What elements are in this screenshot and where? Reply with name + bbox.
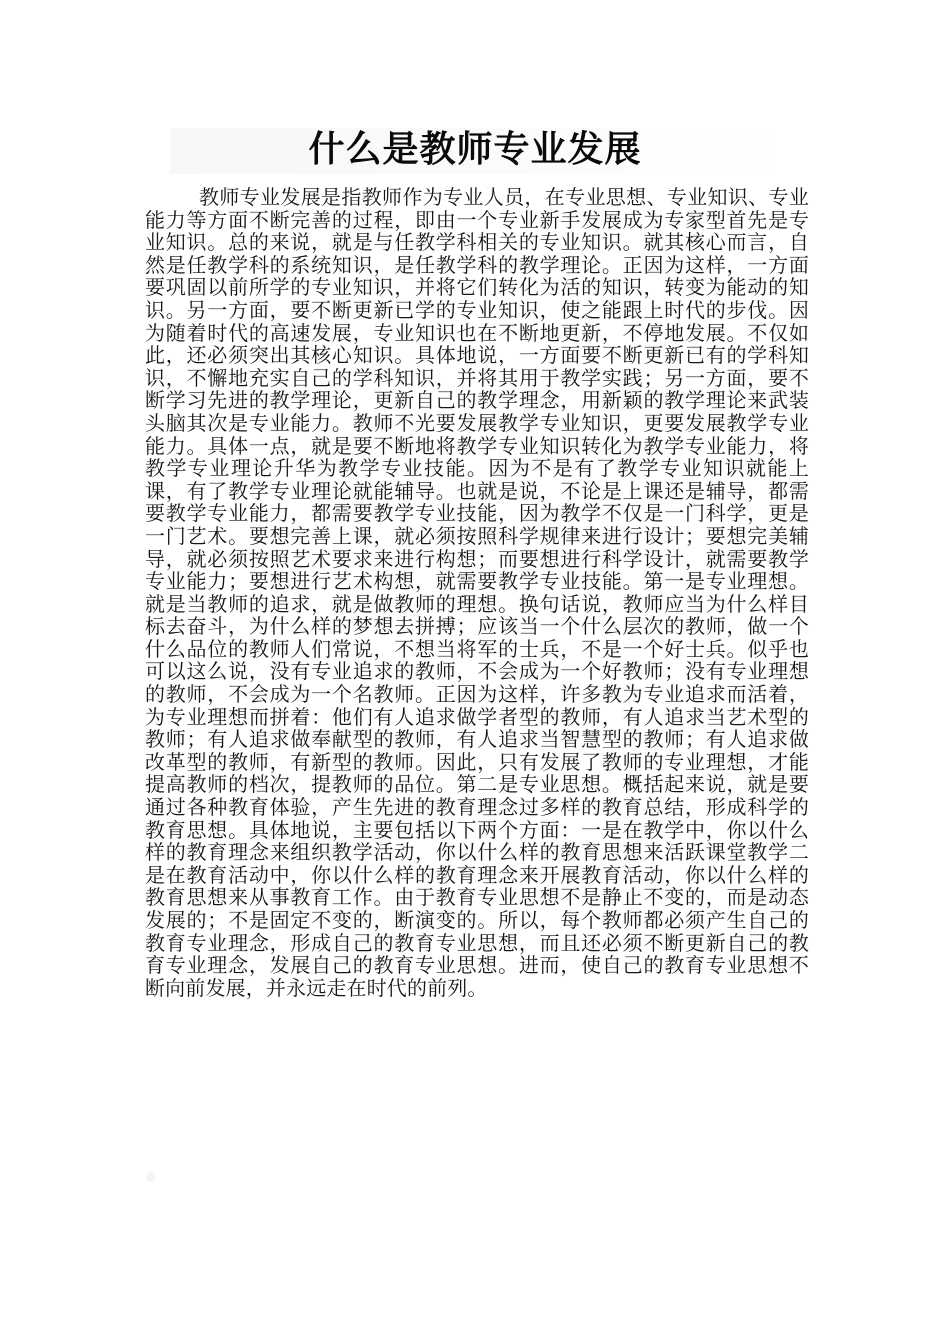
body-paragraph: 教师专业发展是指教师作为专业人员，在专业思想、专业知识、专业能力等方面不断完善的过程，即由一个专业新手发展成为专家型首先是专业知识。总的来说，就是与任教学科相关的专业知识。就其核心而言，自然是任教学科的系统知识，是任教学科的教学理论。正因为这样，一方面要巩固以前所学的专业知识，并将它们转化为活的知识，转变为能动的知识。另一方面，要不断更新已学的专业知识，使之能跟上时代的步伐。因为随着时代的高速发展，专业知识也在不断地更新，不停地发展。不仅如此，还必须突出其核心知识。具体地说，一方面要不断更新已有的学科知识，不懈地充实自己的学科知识，并将其用于教学实践；另一方面，要不断学习先进的教学理论，更新自己的教学理念，用新颖的教学理论来武装头脑其次是专业能力。教师不光要发展教学专业知识，更要发展教学专业能力。具体一点，就是要不断地将教学专业知识转化为教学专业能力，将教学专业理论升华为教学专业技能。因为不是有了教学专业知识就能上课，有了教学专业理论就能辅导。也就是说，不论是上课还是辅导，都需要教学专业能力，都需要教学专业技能，因为教学不仅是一门科学，更是一门艺术。要想完善上课，就必须按照科学规律来进行设计；要想完美辅导，就必须按照艺术要求来进行构想；而要想进行科学设计，就需要教学专业能力；要想进行艺术构想，就需要教学专业技能。第一是专业理想。就是当教师的追求，就是做教师的理想。换句话说，教师应当为什么样目标去奋斗，为什么样的梦想去拼搏；应该当一个什么层次的教师，做一个什么品位的教师人们常说，不想当将军的士兵，不是一个好士兵。似乎也可以这么说，没有专业追求的教师，不会成为一个好教师；没有专业理想的教师，不会成为一个名教师。正因为这样，许多教为专业追求而活着，为专业理想而拼着：他们有人追求做学者型的教师，有人追求当艺术型的教师；有人追求做奉献型的教师，有人追求当智慧型的教师；有人追求做改革型的教师，有新型的教师。因此，只有发展了教师的专业理想，才能提高教师的档次，提教师的品位。第二是专业思想。概括起来说，就是要通过各种教育体验，产生先进的教育理念过多样的教育总结，形成科学的教育思想。具体地说，主要包括以下两个方面：一是在教学中，你以什么样的教育理念来组织教学活动，你以什么样的教育思想来活跃课堂教学二是在教育活动中，你以什么样的教育理念来开展教育活动，你以什么样的教育思想来从事教育工作。由于教育专业思想不是静止不变的，而是动态发展的；不是固定不变的，断演变的。所以，每个教师都必须产生自己的教育专业理念，形成自己的教育专业思想，而且还必须不断更新自己的教育专业理念，发展自己的教育专业思想。进而，使自己的教育专业思想不断向前发展，并永远走在时代的前列。: [145, 185, 809, 1000]
document-title: 什么是教师专业发展: [308, 129, 642, 170]
scan-smudge-mark: [146, 1172, 156, 1182]
